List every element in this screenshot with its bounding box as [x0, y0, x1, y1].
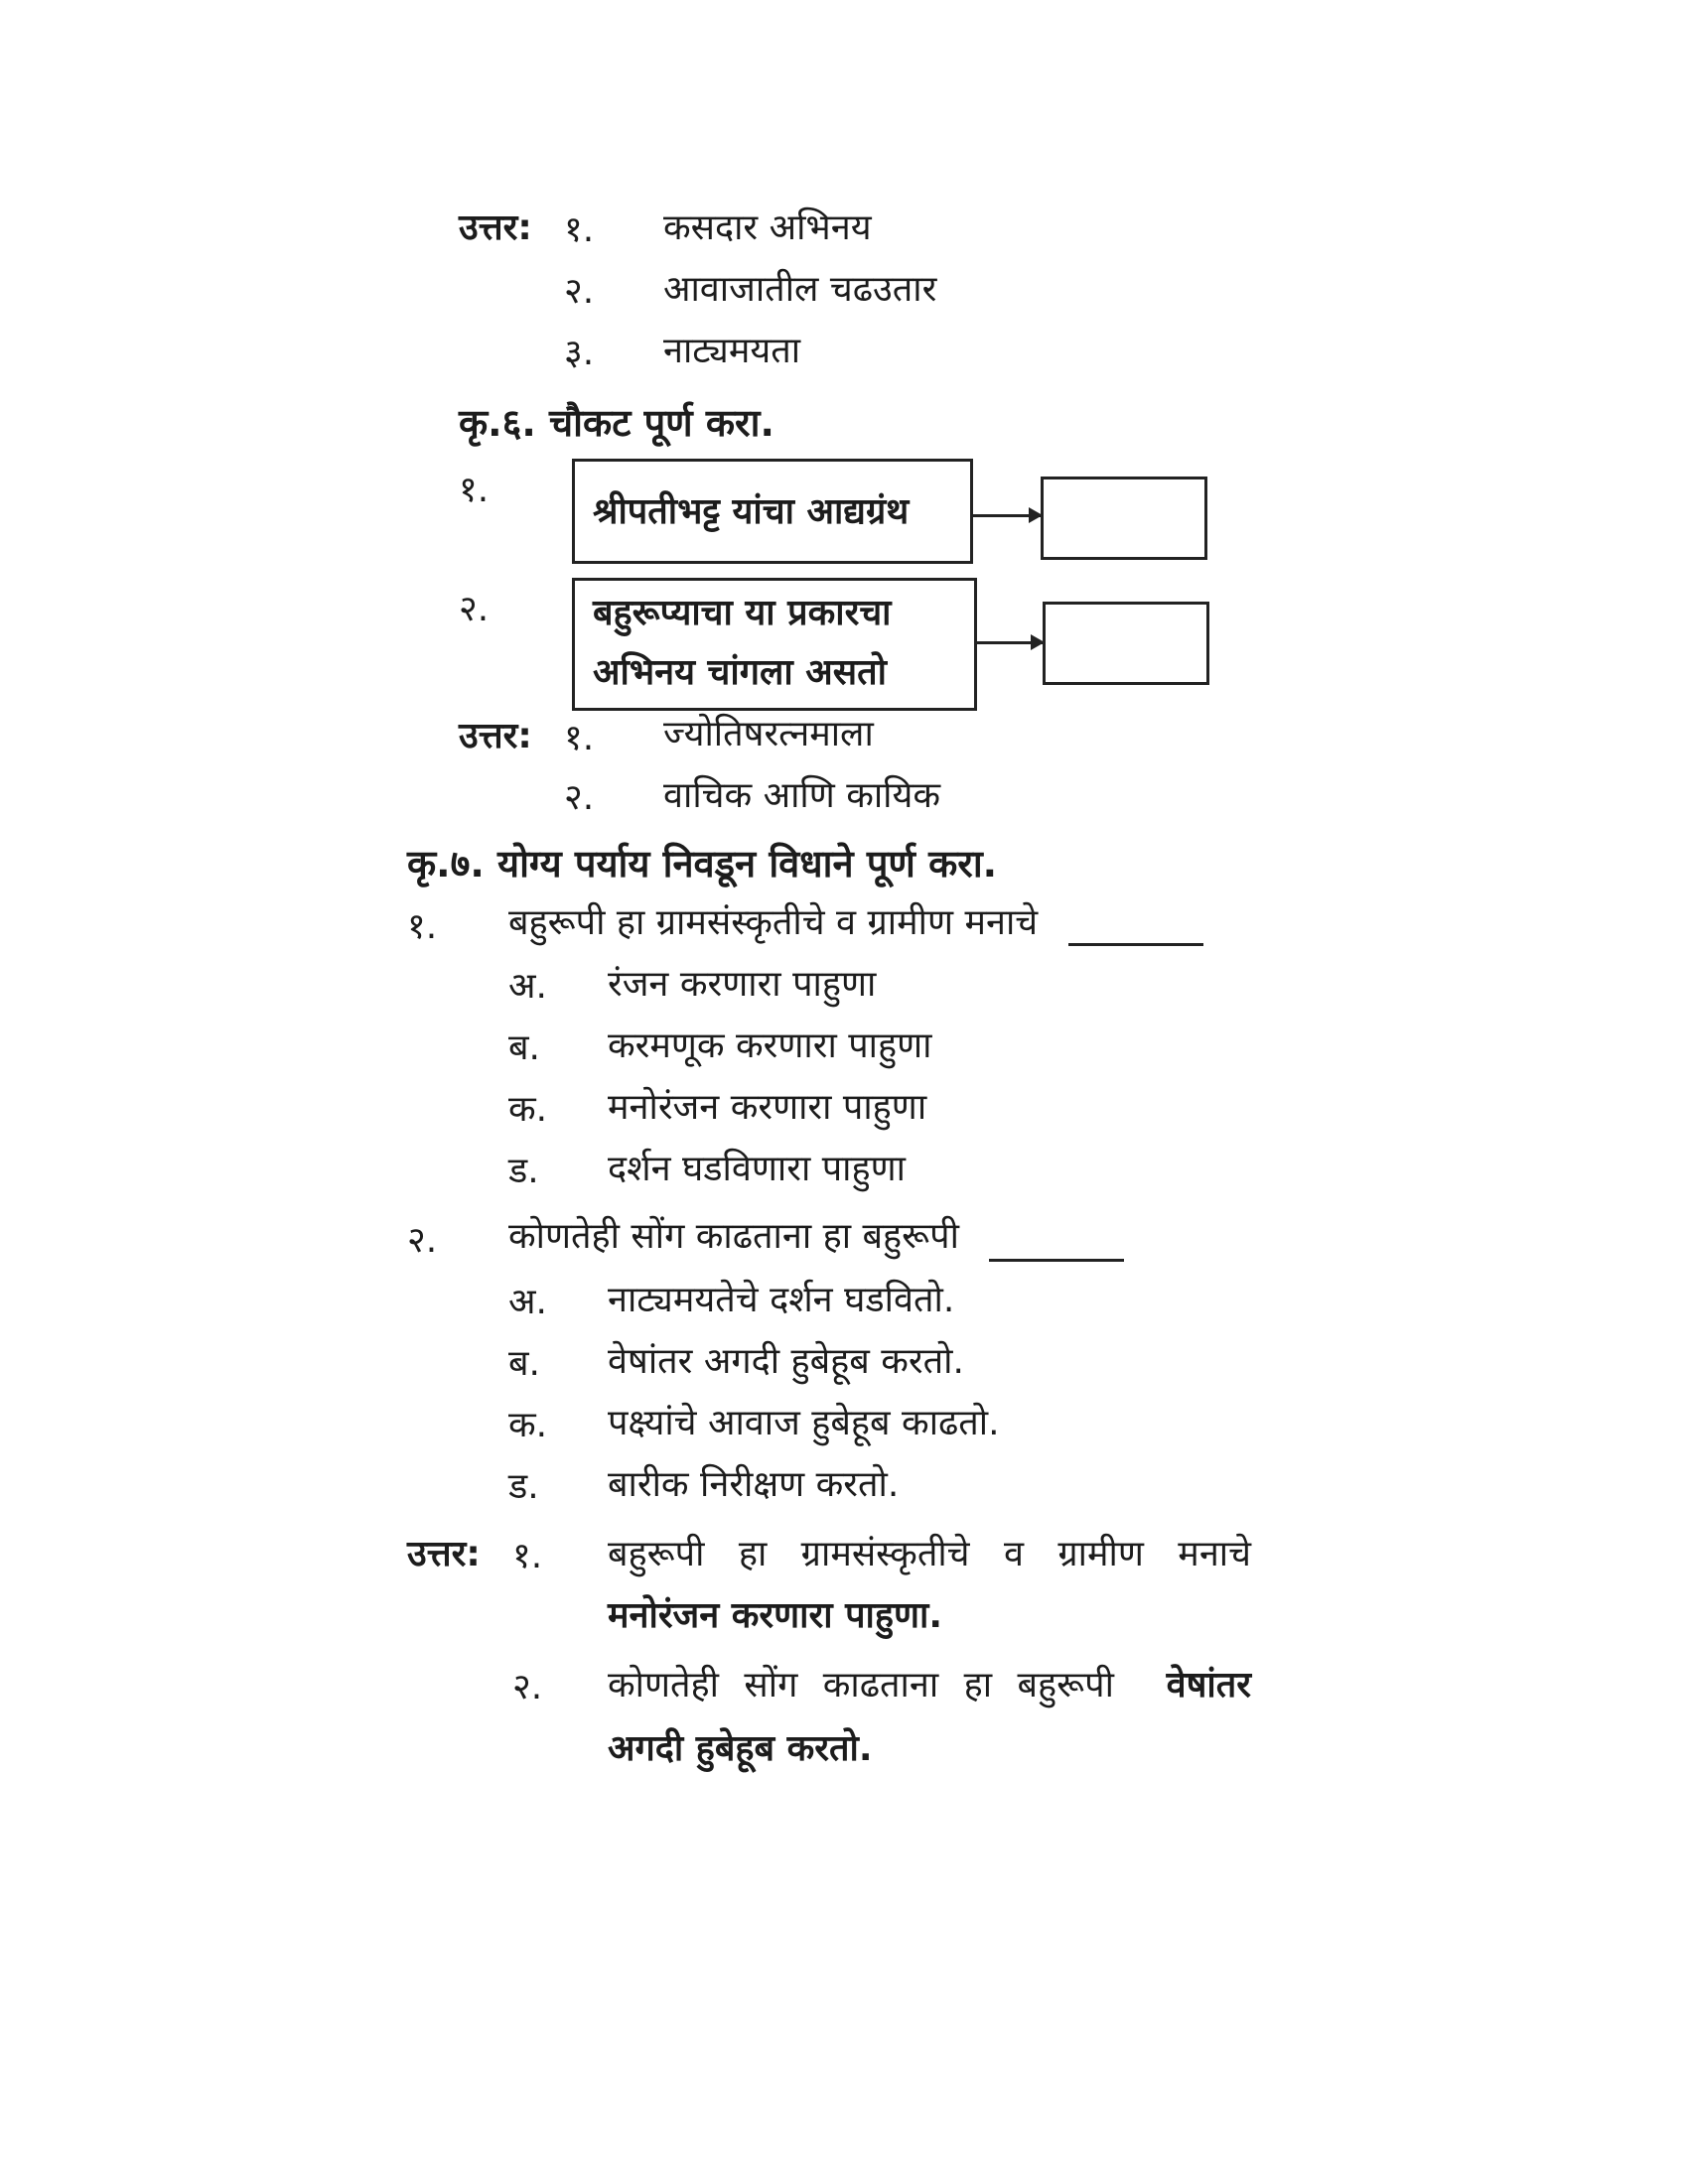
option-text: मनोरंजन करणारा पाहुणा	[608, 1087, 927, 1128]
option-label: क.	[508, 1405, 548, 1445]
option-text: दर्शन घडविणारा पाहुणा	[608, 1149, 906, 1189]
question-title: कृ.७. योग्य पर्याय निवडून विधाने पूर्ण करा.	[407, 842, 998, 886]
option-text: बारीक निरीक्षण करतो.	[608, 1464, 900, 1505]
answer-number: २.	[564, 777, 595, 818]
prompt-box-text: अभिनय चांगला असतो	[593, 652, 887, 693]
arrow-icon	[973, 514, 1041, 517]
answer-number: २.	[564, 271, 595, 312]
option-text: नाट्यमयतेचे दर्शन घडवितो.	[608, 1280, 955, 1320]
answer-text: नाट्यमयता	[663, 331, 801, 371]
answer-text: आवाजातील चढउतार	[663, 269, 937, 310]
answer-text: कोणतेही सोंग काढताना हा बहुरूपी	[608, 1665, 1114, 1706]
option-label: ब.	[508, 1027, 540, 1068]
question-stem: बहुरूपी हा ग्रामसंस्कृतीचे व ग्रामीण मनाचे	[508, 902, 1039, 943]
answer-label: उत्तर:	[407, 1534, 481, 1574]
option-label: ब.	[508, 1343, 540, 1384]
answer-text: बहुरूपी हा ग्रामसंस्कृतीचे व ग्रामीण मनाचे	[608, 1534, 1251, 1574]
answer-line	[608, 1664, 1251, 1707]
answer-box	[1041, 477, 1207, 560]
fill-blank	[1068, 943, 1203, 946]
prompt-box	[572, 578, 977, 711]
answer-text-bold: अगदी हुबेहूब करतो.	[608, 1728, 873, 1769]
option-label: ड.	[508, 1151, 539, 1191]
answer-number: १.	[564, 718, 595, 758]
answer-label: उत्तर:	[459, 207, 532, 248]
answer-label: उत्तर:	[459, 716, 532, 756]
option-label: अ.	[508, 1282, 547, 1322]
option-text: वेषांतर अगदी हुबेहूब करतो.	[608, 1341, 964, 1382]
answer-box	[1043, 602, 1209, 685]
answer-text-bold: वेषांतर	[1166, 1665, 1251, 1706]
option-text: पक्ष्यांचे आवाज हुबेहूब काढतो.	[608, 1403, 1000, 1443]
answer-text: ज्योतिषरत्नमाला	[663, 714, 874, 754]
prompt-box-text: श्रीपतीभट्ट यांचा आद्यग्रंथ	[593, 491, 910, 532]
prompt-box	[572, 459, 973, 564]
option-text: करमणूक करणारा पाहुणा	[608, 1025, 932, 1066]
arrow-icon	[977, 641, 1043, 644]
prompt-box-text: बहुरूप्याचा या प्रकारचा	[593, 593, 892, 633]
answer-number: १.	[564, 209, 595, 250]
answer-text-bold: मनोरंजन करणारा पाहुणा.	[608, 1595, 943, 1636]
option-label: अ.	[508, 966, 547, 1007]
answer-number: २.	[512, 1667, 543, 1707]
answer-text: कसदार अभिनय	[663, 207, 872, 248]
question-stem: कोणतेही सोंग काढताना हा बहुरूपी	[508, 1216, 959, 1257]
option-label: क.	[508, 1089, 548, 1130]
option-text: रंजन करणारा पाहुणा	[608, 964, 877, 1005]
item-number: १.	[459, 470, 490, 510]
question-title: कृ.६. चौकट पूर्ण करा.	[459, 401, 774, 445]
option-label: ड.	[508, 1466, 539, 1507]
answer-text: वाचिक आणि कायिक	[663, 775, 941, 816]
item-number: २.	[459, 589, 490, 629]
answer-number: ३.	[564, 333, 595, 373]
answer-number: १.	[512, 1536, 543, 1576]
question-number: २.	[407, 1220, 438, 1261]
question-number: १.	[407, 906, 438, 947]
fill-blank	[989, 1259, 1124, 1262]
